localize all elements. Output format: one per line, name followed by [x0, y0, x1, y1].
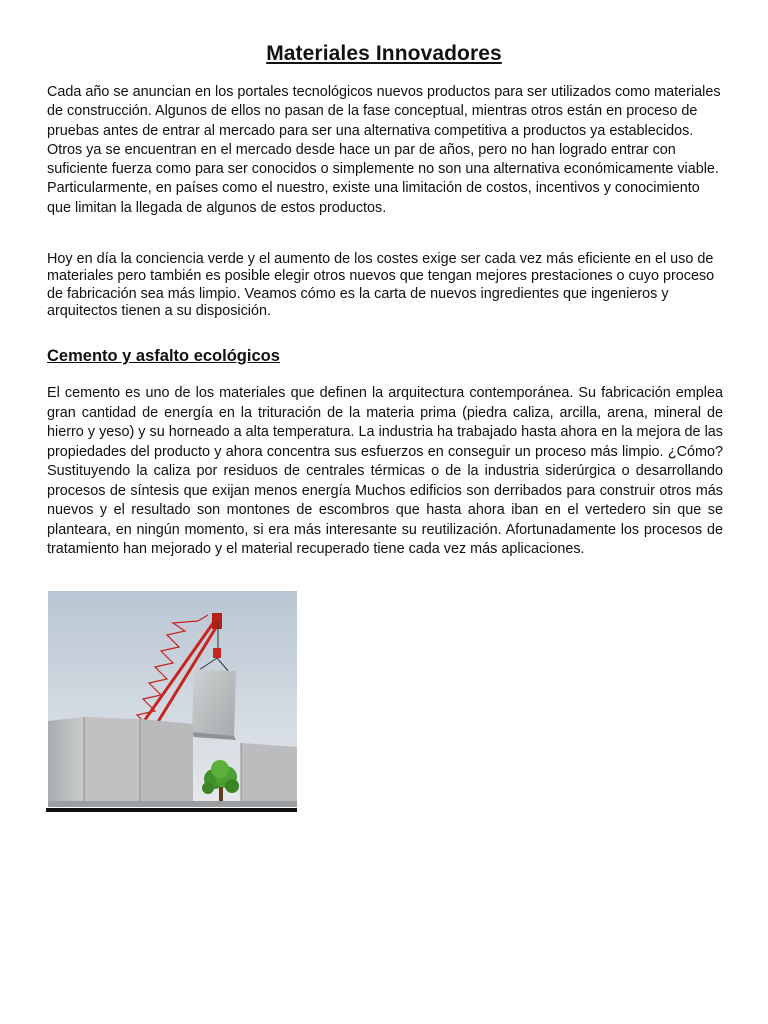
- intro-paragraph-1: Cada año se anuncian en los portales tecnológicos nuevos productos para ser utilizados como materiales de construcción. Algunos de ellos no pasan de la fase conceptual, mientras otros están en proceso de pruebas antes de entrar al mercado para ser una alternativa competitiva a productos ya establecidos. Otros ya se encuentran en el mercado desde hace un par de años, pero no han logrado entrar con suficiente fuerza como para ser conocidos o simplemente no son una alternativa económicamente viable. Particularmente, en países como el nuestro, existe una limitación de costos, incentivos y conocimiento que limitan la llegada de algunos de estos productos.: [47, 84, 721, 216]
- crane-concrete-panels-image: [48, 591, 297, 807]
- crane-concrete-panels-illustration: [48, 591, 297, 807]
- section-heading: Cemento y asfalto ecológicos: [47, 347, 280, 365]
- page-title: Materiales Innovadores: [266, 42, 502, 65]
- intro-paragraph-2: Hoy en día la conciencia verde y el aumento de los costes exige ser cada vez más eficiente en el uso de materiales pero también es posible elegir otros nuevos que tengan mejores prestaciones o cuyo proceso de fabricación sea más limpio. Veamos cómo es la carta de nuevos ingredientes que ingenieros y arquitectos tienen a su disposición.: [47, 251, 715, 320]
- image-bottom-rule: [46, 808, 297, 812]
- section-paragraph: El cemento es uno de los materiales que definen la arquitectura contemporánea. Su fabricación emplea gran cantidad de energía en la trituración de la materia prima (piedra caliza, arcilla, arena, mineral de hierro y yeso) y su horneado a alta temperatura. La industria ha trabajado hasta ahora en la mejora de las propiedades del producto y ahora concentra sus esfuerzos en conseguir un proceso más limpio. ¿Cómo? Sustituyendo la caliza por residuos de centrales térmicas o de la industria siderúrgica o desarrollando procesos de síntesis que exijan menos energía Muchos edificios son derribados para construir otros más nuevos y el resultado son montones de escombros que hasta ahora iban en el vertedero sin que se planteara, en ningún momento, si era más interesante su reutilización. Afortunadamente los procesos de tratamiento han mejorado y el material recuperado tiene cada vez más aplicaciones.: [47, 385, 723, 557]
